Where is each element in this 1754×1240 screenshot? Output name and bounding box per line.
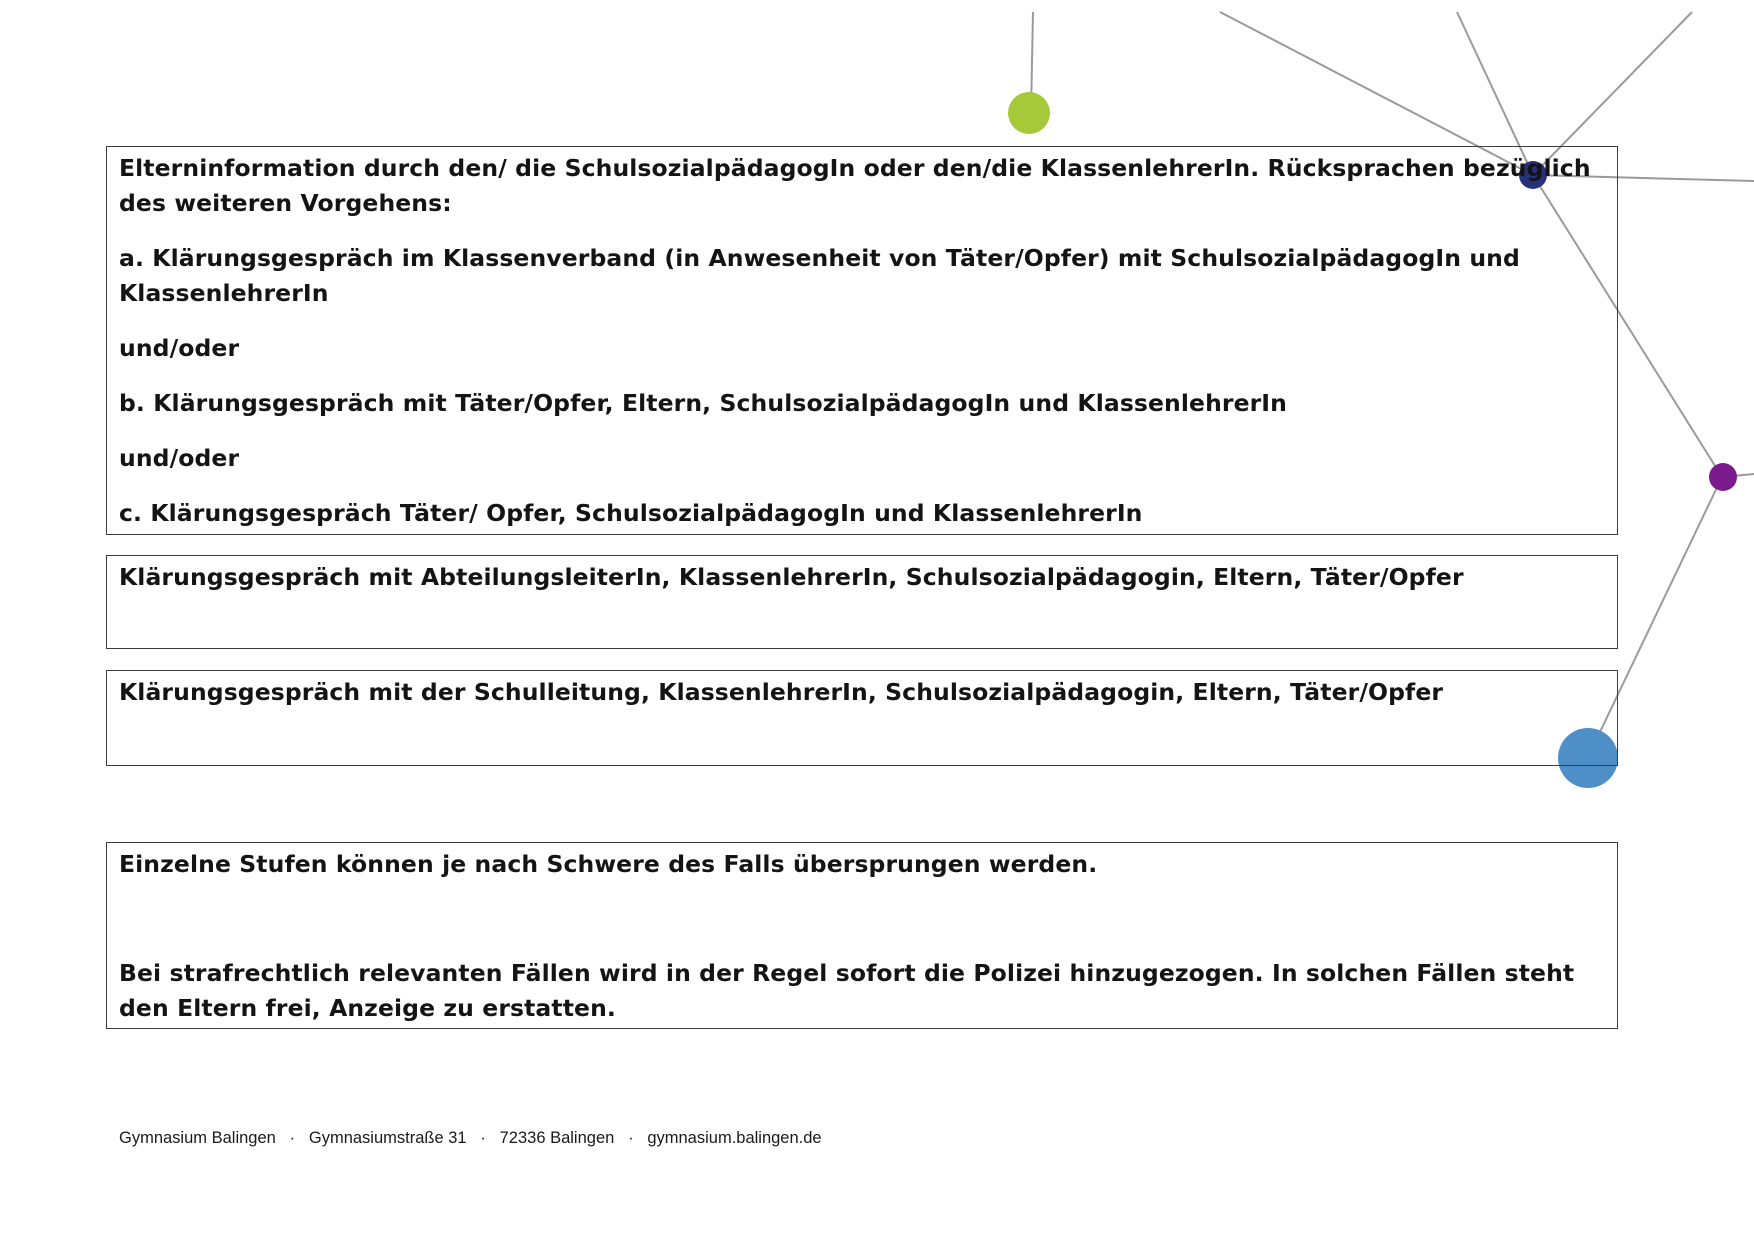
intro-text: Elterninformation durch den/ die SchulsozialpädagogIn oder den/die KlassenlehrerIn. Rücksprachen bezüglich des weiteren Vorgehens: — [119, 154, 1591, 217]
footer-separator: · — [480, 1129, 486, 1147]
department-head-meeting-box — [106, 555, 1618, 649]
or-separator: und/oder — [119, 444, 240, 472]
footer-city: 72336 Balingen — [499, 1129, 615, 1147]
or-separator: und/oder — [119, 334, 240, 362]
footer-separator: · — [289, 1129, 296, 1147]
option-c-text: c. Klärungsgespräch Täter/ Opfer, SchulsozialpädagogIn und KlassenlehrerIn — [119, 499, 1143, 527]
page-footer — [119, 1129, 822, 1148]
skip-steps-note: Einzelne Stufen können je nach Schwere des Falls übersprungen werden. — [119, 850, 1098, 878]
footer-street: Gymnasiumstraße 31 — [308, 1129, 467, 1147]
option-b-text: b. Klärungsgespräch mit Täter/Opfer, Eltern, SchulsozialpädagogIn und KlassenlehrerIn — [119, 389, 1287, 417]
network-node-purple — [1709, 463, 1737, 491]
footer-website: gymnasium.balingen.de — [647, 1129, 822, 1147]
footer-school-name: Gymnasium Balingen — [119, 1129, 276, 1147]
school-management-meeting-text: Klärungsgespräch mit der Schulleitung, KlassenlehrerIn, Schulsozialpädagogin, Eltern, Täter/Opfer — [119, 678, 1444, 706]
network-node-green — [1008, 92, 1050, 134]
option-a-text: a. Klärungsgespräch im Klassenverband (in Anwesenheit von Täter/Opfer) mit SchulsozialpädagogIn und KlassenlehrerIn — [119, 244, 1520, 307]
department-head-meeting-text: Klärungsgespräch mit AbteilungsleiterIn, KlassenlehrerIn, Schulsozialpädagogin, Eltern, Täter/Opfer — [119, 563, 1464, 591]
school-management-meeting-box — [106, 670, 1618, 766]
footer-separator: · — [628, 1129, 634, 1147]
police-note: Bei strafrechtlich relevanten Fällen wird in der Regel sofort die Polizei hinzugezogen. In solchen Fällen steht den Eltern frei, Anzeige zu erstatten. — [119, 959, 1575, 1022]
notes-box — [106, 842, 1618, 1029]
parent-information-box — [106, 146, 1618, 535]
